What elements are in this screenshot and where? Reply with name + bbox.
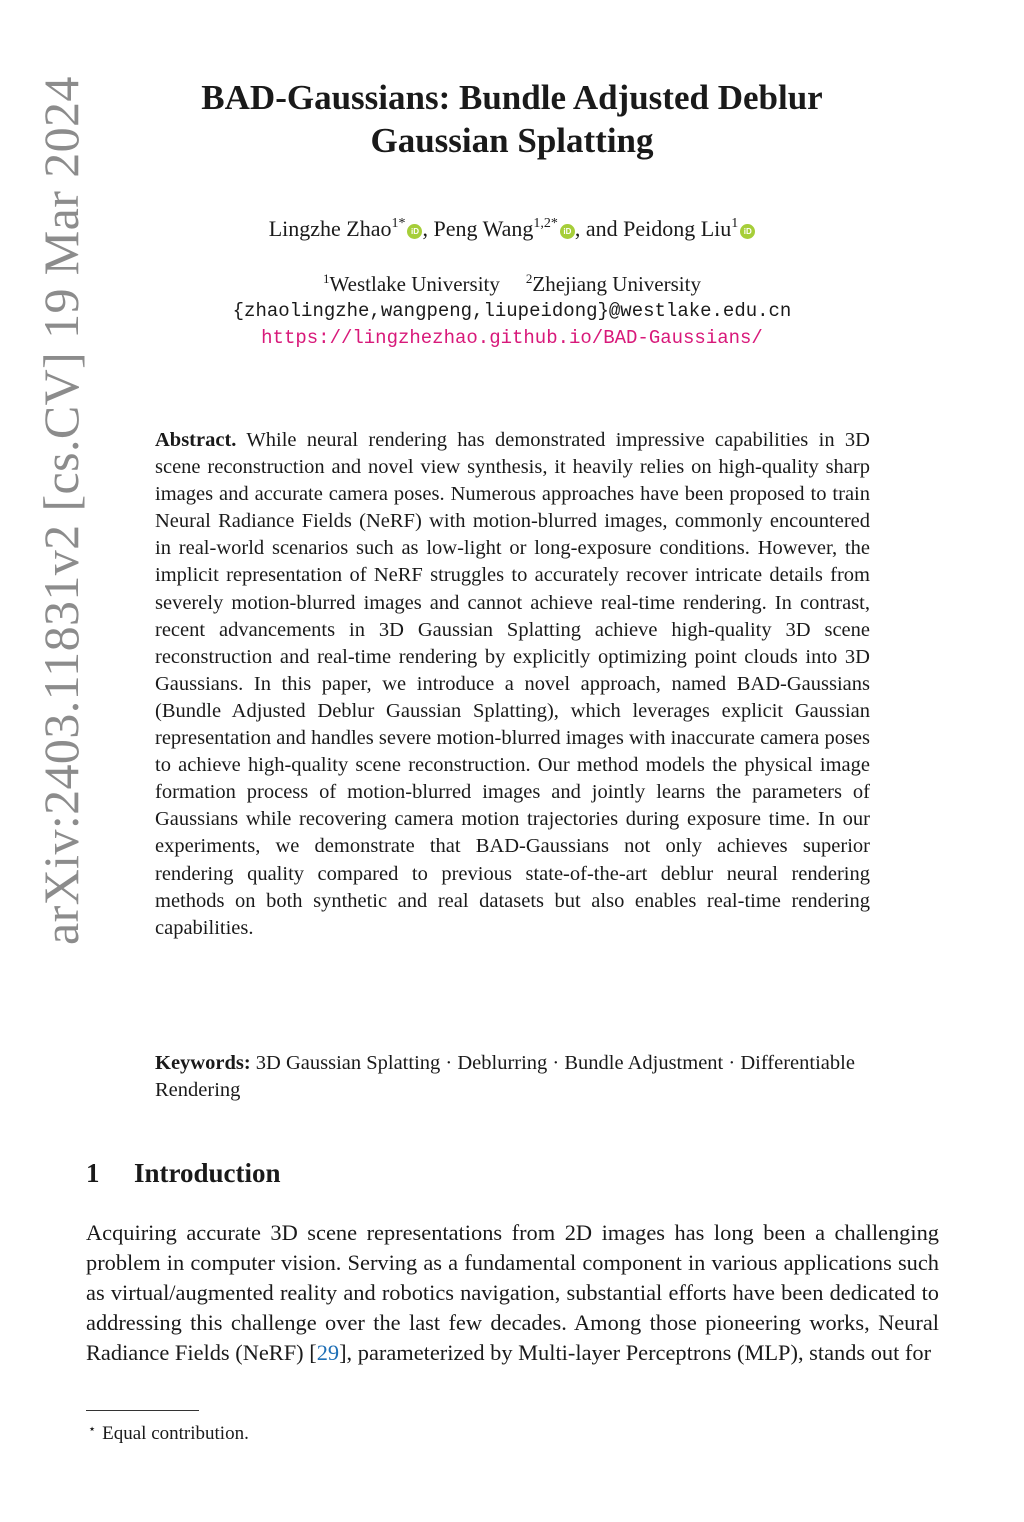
author-name: Peng Wang xyxy=(433,216,534,241)
footnote-mark: ⋆ xyxy=(88,1421,97,1436)
orcid-icon[interactable]: iD xyxy=(560,224,575,239)
intro-text-part: ], parameterized by Multi-layer Perceptrons (MLP), stands out for xyxy=(339,1340,932,1366)
author-affiliation-mark: 1 xyxy=(731,216,739,231)
author-name: Lingzhe Zhao xyxy=(268,216,392,241)
arxiv-identifier-stamp: arXiv:2403.11831v2 [cs.CV] 19 Mar 2024 xyxy=(33,76,89,945)
footnote-divider xyxy=(86,1410,199,1411)
section-heading-introduction xyxy=(86,1155,281,1191)
introduction-paragraph xyxy=(86,1218,939,1368)
author-separator: , and xyxy=(574,216,624,241)
author-affiliation-mark: 1,2* xyxy=(533,216,558,231)
author-separator: , xyxy=(422,216,434,241)
keywords xyxy=(155,1050,870,1104)
keywords-label: Keywords: xyxy=(155,1052,251,1074)
author-name: Peidong Liu xyxy=(623,216,732,241)
author-list xyxy=(130,214,894,244)
citation-link[interactable]: 29 xyxy=(316,1340,340,1366)
abstract-text: While neural rendering has demonstrated impressive capabilities in 3D scene reconstruction and novel view synthesis, it heavily relies on high-quality sharp images and accurate camera poses. Numerous approaches have been proposed to train Neural Radiance Fields (NeRF) with motion-blurred images, commonly encountered in real-world scenarios such as low-light or long-exposure conditions. However, the implicit representation of NeRF struggles to accurately recover intricate details from severely motion-blurred images and cannot achieve real-time rendering. In contrast, recent advancements in 3D Gaussian Splatting achieve high-quality 3D scene reconstruction and real-time rendering by explicitly optimizing point clouds into 3D Gaussians. In this paper, we introduce a novel approach, named BAD-Gaussians (Bundle Adjusted Deblur Gaussian Splatting), which leverages explicit Gaussian representation and handles severe motion-blurred images with inaccurate camera poses to achieve high-quality scene reconstruction. Our method models the physical image formation process of motion-blurred images and jointly learns the parameters of Gaussians while recovering camera motion trajectories during exposure time. In our experiments, we demonstrate that BAD-Gaussians not only achieves superior rendering quality compared to previous state-of-the-art deblur neural rendering methods on both synthetic and real datasets but also enables real-time rendering capabilities. xyxy=(155,429,870,939)
section-number: 1 xyxy=(86,1158,100,1188)
abstract xyxy=(155,427,870,942)
project-page-link[interactable]: https://lingzhezhao.github.io/BAD-Gaussians/ xyxy=(261,327,763,349)
affiliation-list xyxy=(130,270,894,298)
orcid-icon[interactable]: iD xyxy=(407,224,422,239)
abstract-label: Abstract. xyxy=(155,429,237,451)
author-affiliation-mark: 1* xyxy=(391,216,406,231)
paper-title: BAD-Gaussians: Bundle Adjusted Deblur Gaussian Splatting xyxy=(201,78,823,160)
orcid-icon[interactable]: iD xyxy=(740,224,755,239)
section-title: Introduction xyxy=(134,1158,281,1188)
keywords-text: 3D Gaussian Splatting · Deblurring · Bundle Adjustment · Differentiable Rendering xyxy=(155,1052,855,1102)
affiliation-name: Westlake University xyxy=(329,272,500,296)
affiliation-mark: 1 xyxy=(323,271,330,286)
affiliation-name: Zhejiang University xyxy=(532,272,701,296)
footnote xyxy=(88,1416,249,1447)
footnote-text: Equal contribution. xyxy=(102,1423,249,1444)
intro-text-part: Acquiring accurate 3D scene representations from 2D images has long been a challenging problem in computer vision. Serving as a fundamental component in various applications such as virtual/augmented reality and robotics navigation, substantial efforts have been dedicated to addressing this challenge over the last few decades. Among those pioneering works, Neural Radiance Fields (NeRF) [ xyxy=(86,1220,939,1366)
affiliation-mark: 2 xyxy=(525,271,533,286)
author-emails[interactable]: {zhaolingzhe,wangpeng,liupeidong}@westlake.edu.cn xyxy=(232,300,792,322)
